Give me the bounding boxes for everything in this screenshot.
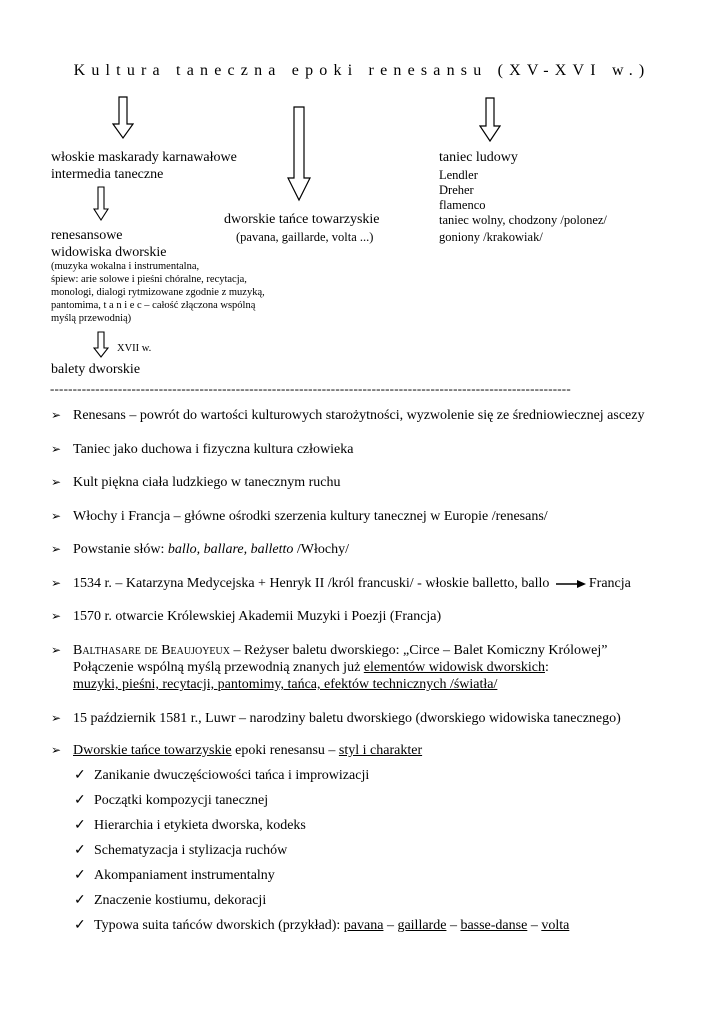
left-note-line: pantomima, t a n i e c – całość złączona wspólną [51, 300, 256, 311]
center-item-tance: dworskie tańce towarzyskie [224, 212, 380, 227]
check-item: ✓ Początki kompozycji tanecznej [74, 793, 269, 808]
right-item: flamenco [439, 198, 486, 212]
down-arrow-icon [93, 186, 109, 222]
checkmark-icon: ✓ [74, 918, 86, 933]
arrowhead-bullet-icon: ➢ [51, 576, 62, 590]
left-item-widowiska: widowiska dworskie [51, 245, 167, 260]
arrowhead-bullet-icon: ➢ [51, 643, 62, 657]
bullet-item: ➢ Włochy i Francja – główne ośrodki szerzenia kultury tanecznej w Europie /renesans/ [51, 509, 548, 524]
checkmark-icon: ✓ [74, 768, 86, 783]
arrowhead-bullet-icon: ➢ [51, 609, 62, 623]
check-item: ✓ Zanikanie dwuczęściowości tańca i improwizacji [74, 768, 370, 783]
left-note-line: śpiew: arie solowe i pieśni chóralne, recytacja, [51, 274, 247, 285]
bullet-item: ➢ Taniec jako duchowa i fizyczna kultura człowieka [51, 442, 354, 457]
bullet-item: ➢ 15 październik 1581 r., Luwr – narodziny baletu dworskiego (dworskiego widowiska tanecznego) [51, 711, 621, 726]
check-item: ✓ Znaczenie kostiumu, dekoracji [74, 893, 267, 908]
separator-line: ------------------------------------------------------------------------------------------------------------------- [50, 381, 571, 396]
down-arrow-icon [479, 97, 501, 143]
bullet-item: ➢ Renesans – powrót do wartości kulturowych starożytności, wyzwolenie się ze średniowiecznej ascezy [51, 408, 645, 423]
check-item: ✓ Akompaniament instrumentalny [74, 868, 275, 883]
arrowhead-bullet-icon: ➢ [51, 408, 62, 422]
arrowhead-bullet-icon: ➢ [51, 475, 62, 489]
left-note-line: monologi, dialogi rytmizowane zgodnie z muzyką, [51, 287, 265, 298]
left-note-line: (muzyka wokalna i instrumentalna, [51, 261, 200, 272]
arrowhead-bullet-icon: ➢ [51, 542, 62, 556]
right-item: goniony /krakowiak/ [439, 230, 543, 244]
bullet-continuation: Połączenie wspólną myślą przewodnią znanych już elementów widowisk dworskich: [73, 660, 549, 675]
checkmark-icon: ✓ [74, 893, 86, 908]
left-item-intermedia: intermedia taneczne [51, 167, 164, 182]
checkmark-icon: ✓ [74, 793, 86, 808]
arrowhead-bullet-icon: ➢ [51, 442, 62, 456]
left-note-line: myślą przewodnią) [51, 313, 132, 324]
bullet-item: ➢ Balthasare de Beaujoyeux – Reżyser baletu dworskiego: „Circe – Balet Komiczny Królowej” [51, 643, 608, 658]
bullet-item: ➢ Dworskie tańce towarzyskie epoki renesansu – styl i charakter [51, 743, 423, 758]
down-arrow-icon [93, 331, 109, 359]
right-item: Lendler [439, 168, 478, 182]
bullet-item: ➢ 1534 r. – Katarzyna Medycejska + Henryk II /król francuski/ - włoskie balletto, ballo Francja [51, 576, 631, 591]
check-item: ✓ Hierarchia i etykieta dworska, kodeks [74, 818, 306, 833]
arrowhead-bullet-icon: ➢ [51, 509, 62, 523]
bullet-continuation: muzyki, pieśni, recytacji, pantomimy, tańca, efektów technicznych /światła/ [73, 677, 498, 692]
bullet-item: ➢ 1570 r. otwarcie Królewskiej Akademii Muzyki i Poezji (Francja) [51, 609, 442, 624]
left-item-balety: balety dworskie [51, 362, 141, 377]
down-arrow-icon [112, 96, 134, 140]
center-item-examples: (pavana, gaillarde, volta ...) [236, 230, 374, 244]
check-item: ✓ Schematyzacja i stylizacja ruchów [74, 843, 288, 858]
right-item: Dreher [439, 183, 474, 197]
arrowhead-bullet-icon: ➢ [51, 711, 62, 725]
checkmark-icon: ✓ [74, 868, 86, 883]
check-item: ✓ Typowa suita tańców dworskich (przykład): pavana – gaillarde – basse-danse – volta [74, 918, 570, 933]
bullet-item: ➢ Powstanie słów: ballo, ballare, balletto /Włochy/ [51, 542, 349, 557]
checkmark-icon: ✓ [74, 843, 86, 858]
bullet-item: ➢ Kult piękna ciała ludzkiego w tanecznym ruchu [51, 475, 341, 490]
left-item-maskarady: włoskie maskarady karnawałowe [51, 150, 237, 165]
page-title: Kultura taneczna epoki renesansu (XV-XVI w.) [73, 62, 651, 79]
century-label: XVII w. [117, 343, 152, 354]
right-item-ludowy: taniec ludowy [439, 150, 518, 165]
down-arrow-icon [287, 106, 311, 202]
right-arrow-icon [555, 579, 587, 589]
left-item-renesansowe: renesansowe [51, 228, 123, 243]
arrowhead-bullet-icon: ➢ [51, 743, 62, 757]
right-item: taniec wolny, chodzony /polonez/ [439, 213, 607, 227]
checkmark-icon: ✓ [74, 818, 86, 833]
